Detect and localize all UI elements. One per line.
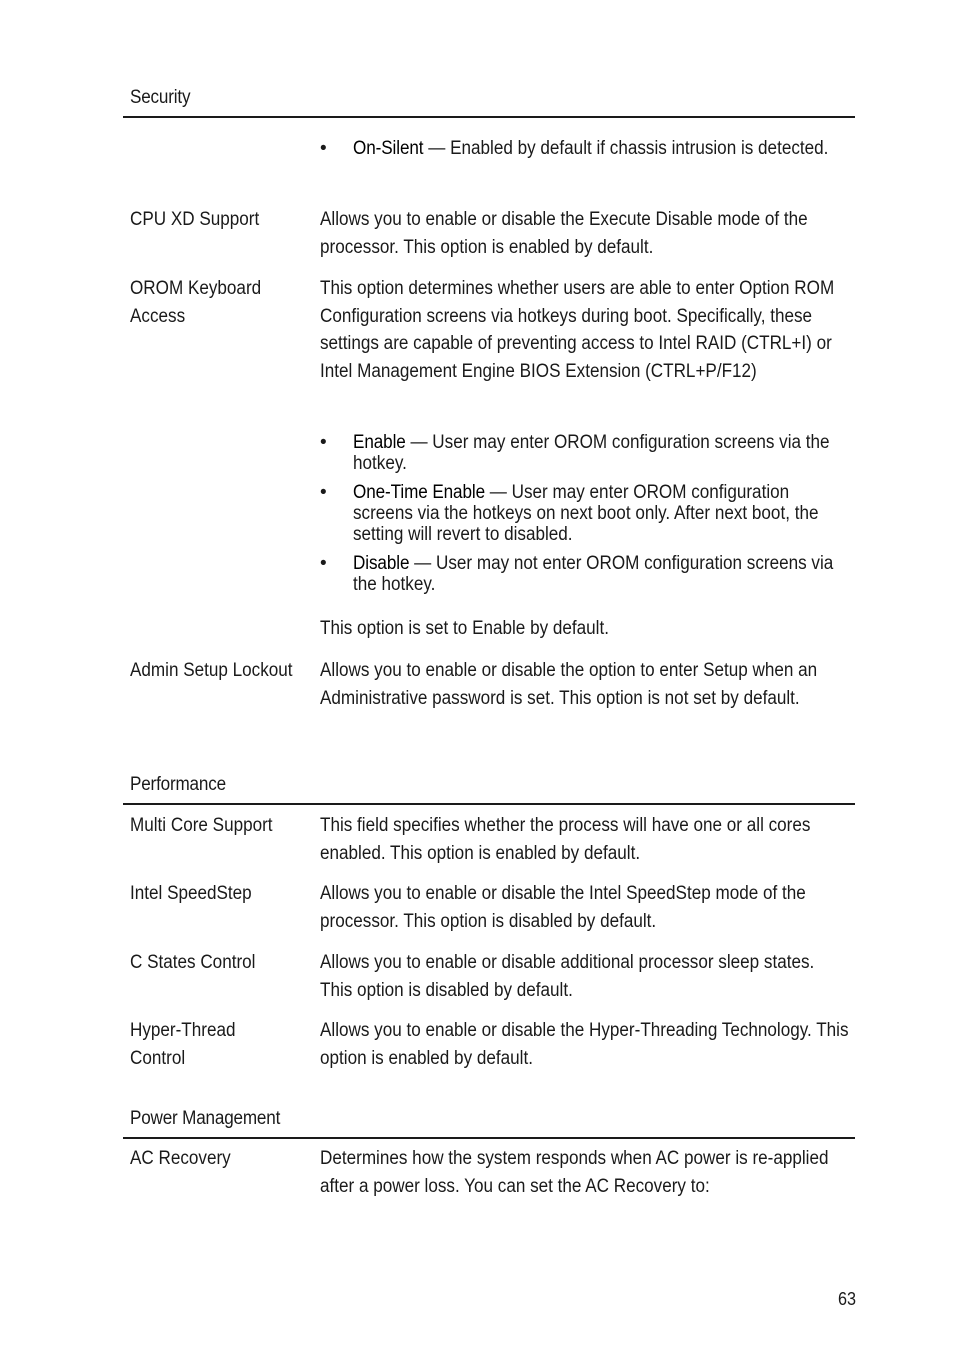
desc-intel-speedstep: Allows you to enable or disable the Intel SpeedStep mode of the processor. This option is disabled by default. xyxy=(320,883,806,932)
bullet-term: One-Time Enable xyxy=(353,482,486,503)
bullet-term: Disable xyxy=(353,553,410,574)
bullet-disable xyxy=(353,553,853,595)
bullet-on-silent xyxy=(353,138,853,159)
bullet-description: — User may enter OROM configuration screens via the hotkeys on next boot only. After next boot, the setting will revert to disabled. xyxy=(353,482,819,545)
bullet-marker: • xyxy=(320,138,327,159)
desc-orom-keyboard-access: This option determines whether users are able to enter Option ROM Configuration screens via hotkeys during boot. Specifically, these settings are capable of preventing access to Intel RAID (CTRL+I) or Intel Management Engine BIOS Extension (CTRL+P/F12) xyxy=(320,278,835,382)
bullet-marker: • xyxy=(320,432,327,453)
term-intel-speedstep: Intel SpeedStep xyxy=(130,883,252,904)
term-orom-keyboard-access: OROM Keyboard Access xyxy=(130,278,262,327)
term-ac-recovery: AC Recovery xyxy=(130,1148,231,1169)
desc-multi-core-support: This field specifies whether the process will have one or all cores enabled. This option is enabled by default. xyxy=(320,815,811,864)
section-divider xyxy=(123,116,855,118)
term-multi-core-support: Multi Core Support xyxy=(130,815,273,836)
bullet-enable xyxy=(353,432,853,474)
bullet-description: — User may not enter OROM configuration screens via the hotkey. xyxy=(353,553,834,595)
term-c-states-control: C States Control xyxy=(130,952,256,973)
orom-default-note: This option is set to Enable by default. xyxy=(320,618,609,639)
section-title-security: Security xyxy=(130,87,191,108)
section-title-power-management: Power Management xyxy=(130,1108,281,1129)
bullet-term: On-Silent xyxy=(353,138,424,159)
term-hyper-thread-control: Hyper-Thread Control xyxy=(130,1020,236,1069)
desc-cpu-xd-support: Allows you to enable or disable the Execute Disable mode of the processor. This option is enabled by default. xyxy=(320,209,808,258)
section-divider xyxy=(123,1137,855,1139)
bullet-marker: • xyxy=(320,553,327,574)
section-title-performance: Performance xyxy=(130,774,226,795)
desc-c-states-control: Allows you to enable or disable additional processor sleep states. This option is disabled by default. xyxy=(320,952,815,1001)
bullet-term: Enable xyxy=(353,432,406,453)
bullet-marker: • xyxy=(320,482,327,503)
desc-hyper-thread-control: Allows you to enable or disable the Hyper-Threading Technology. This option is enabled by default. xyxy=(320,1020,849,1069)
term-admin-setup-lockout: Admin Setup Lockout xyxy=(130,660,293,681)
term-cpu-xd-support: CPU XD Support xyxy=(130,209,260,230)
bullet-description: — Enabled by default if chassis intrusion is detected. xyxy=(423,138,829,159)
desc-admin-setup-lockout: Allows you to enable or disable the option to enter Setup when an Administrative password is set. This option is not set by default. xyxy=(320,660,818,709)
section-divider xyxy=(123,803,855,805)
bullet-one-time-enable xyxy=(353,482,853,545)
bullet-description: — User may enter OROM configuration screens via the hotkey. xyxy=(353,432,830,474)
desc-ac-recovery: Determines how the system responds when AC power is re-applied after a power loss. You can set the AC Recovery to: xyxy=(320,1148,829,1197)
page-number: 63 xyxy=(837,1289,856,1309)
